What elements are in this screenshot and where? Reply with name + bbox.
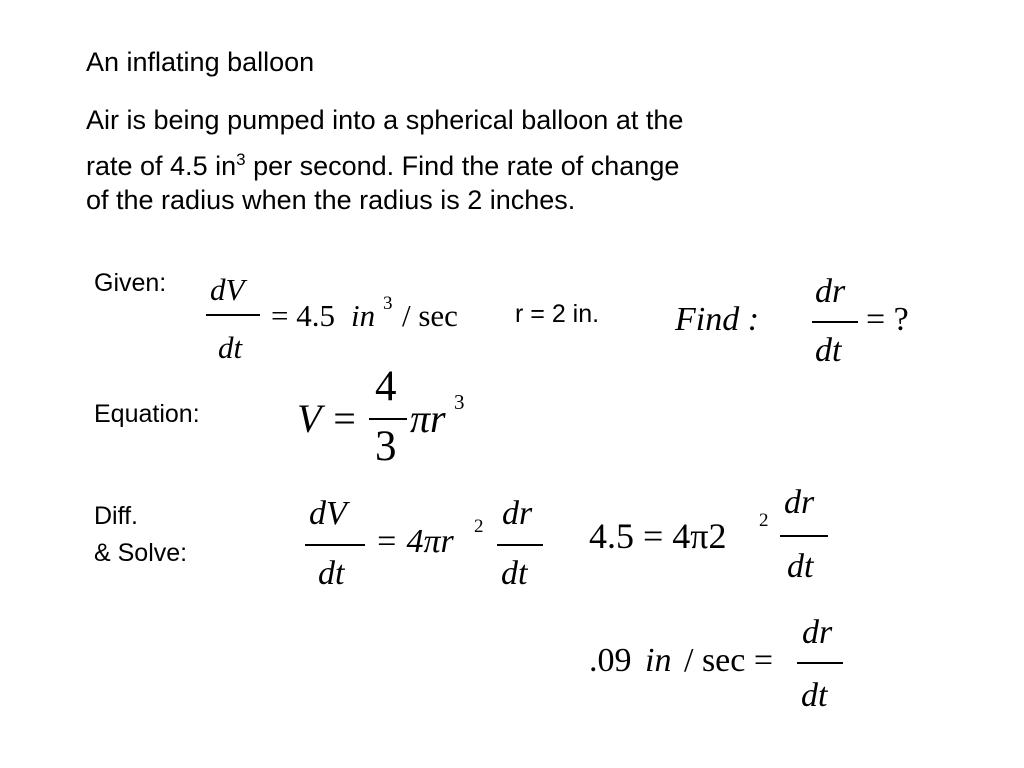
solve-label: & Solve: — [94, 539, 188, 567]
diff-lhs-numerator: dV — [309, 495, 347, 532]
find-denominator: dt — [815, 332, 842, 369]
given-rate-unit: in — [351, 298, 376, 333]
equation-fraction-bar — [369, 418, 407, 420]
diff-lhs-fraction-bar — [305, 544, 365, 546]
result-denominator: dt — [801, 677, 828, 714]
slide-title: An inflating balloon — [86, 47, 315, 77]
solve-fraction-bar — [780, 535, 828, 537]
diff-label: Diff. — [94, 502, 138, 530]
given-rate-per-second: / sec — [402, 298, 458, 333]
diff-rhs-denominator: dt — [501, 555, 528, 592]
result-unit: in — [645, 642, 672, 679]
solve-denominator: dt — [787, 548, 814, 585]
result-numerator: dr — [802, 614, 833, 651]
find-numerator: dr — [815, 273, 846, 310]
solve-lhs: 4.5 = 4π2 — [589, 516, 727, 556]
result-fraction-bar — [797, 662, 843, 664]
given-label: Given: — [94, 269, 167, 297]
given-rate-denominator: dt — [218, 330, 243, 365]
find-unknown: = ? — [866, 301, 909, 338]
equation-pi-r: πr — [410, 396, 446, 441]
given-rate-numerator: dV — [210, 272, 245, 307]
problem-line-3: of the radius when the radius is 2 inches. — [86, 185, 576, 215]
equation-label: Equation: — [94, 400, 200, 428]
equation-lhs: V = — [297, 396, 358, 441]
result-value: .09 — [589, 642, 632, 679]
diff-middle-exponent: 2 — [474, 516, 484, 537]
cubed-exponent: 3 — [236, 150, 246, 169]
diff-lhs-denominator: dt — [318, 555, 345, 592]
equation-exponent: 3 — [454, 390, 465, 414]
given-radius: r = 2 in. — [515, 300, 600, 328]
find-label: Find : — [675, 301, 760, 338]
problem-line-2-end: per second. Find the rate of change — [245, 151, 680, 181]
find-fraction-bar — [812, 321, 858, 323]
problem-line-2-start: rate of 4.5 in — [86, 151, 237, 181]
problem-line-1: Air is being pumped into a spherical balloon at the — [86, 105, 684, 135]
given-rate-exponent: 3 — [383, 293, 393, 314]
diff-rhs-numerator: dr — [502, 495, 533, 532]
diff-rhs-fraction-bar — [497, 544, 543, 546]
equation-fraction-denominator: 3 — [375, 423, 397, 470]
result-per-second: / sec = — [684, 642, 774, 679]
solve-exponent: 2 — [759, 510, 769, 531]
given-fraction-bar — [206, 314, 260, 316]
equation-fraction-numerator: 4 — [375, 363, 397, 410]
given-rate-value: = 4.5 — [271, 298, 335, 333]
diff-middle-term: = 4πr — [375, 523, 454, 560]
solve-numerator: dr — [784, 484, 815, 521]
